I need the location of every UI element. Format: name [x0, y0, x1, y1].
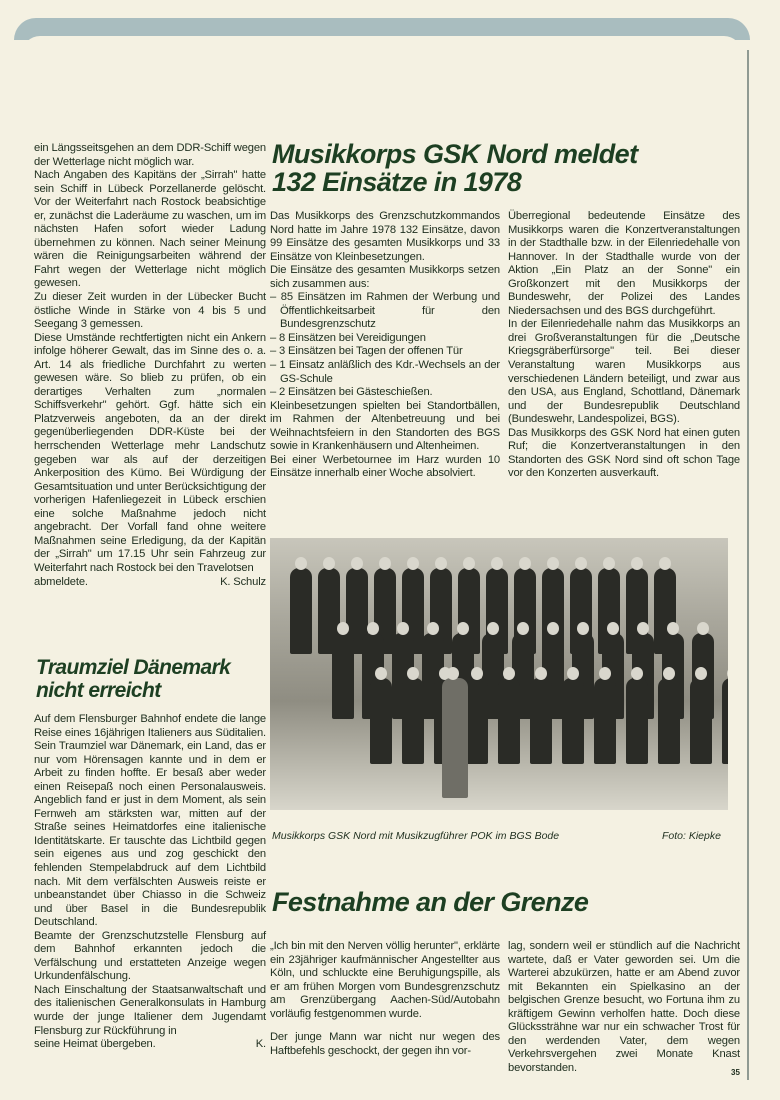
list-item: – 8 Einsätzen bei Vereidigungen [270, 331, 426, 344]
festnahme-column-1 [270, 940, 500, 1058]
photo-caption: Musikkorps GSK Nord mit Musikzugführer POK im BGS Bode [272, 830, 560, 842]
paragraph: Die Einsätze des gesamten Musikkorps setzen sich zusammen aus: [270, 264, 500, 290]
paragraph: Diese Umstände rechtfertigten nicht ein Ankern infolge höherer Gewalt, das im Sinne des o. a. Art. 14 als friedliche Durchfahrt zu werten gewesen wäre. So blieb zu prüfen, ob ein derartiges Verhalten zum „normalen Schiffsverkehr" gehört. Ggf. hätte sich ein Platzverweis angeboten, da an der direkt gegenüberliegenden DDR-Küste bei der herrschenden Wetterlage mehr Landschutz gegeben war als auf der derzeitigen Ankerposition des Kümo. Bei Würdigung der Gesamtsituation und unter Berücksichtigung der vorherigen Hafenliegezeit in Lübeck erschien eine solche Maßnahme jedoch nicht angebracht. Der Vorfall fand ohne weitere Maßnahmen seine Erledigung, da der Kapitän der „Sirrah" um 17.15 Uhr sein Fahrzeug zur Weiterfahrt nach Rostock bei den Travelotsen [34, 331, 266, 574]
traumziel-article [34, 713, 266, 1052]
festnahme-column-2 [508, 940, 740, 1075]
paragraph: Auf dem Flensburger Bahnhof endete die lange Reise eines 16jährigen Italieners aus Süditalien. Sein Traumziel war Dänemark, ein Land, das er nur vom Hörensagen kannte und in dem er Arbeit zu finden hoffte. Er besaß aber weder einen Reisepaß noch einen Personalausweis. Angeblich fand er just in dem Moment, als sein Fernweh am stärksten war, mitten auf der Straße seines Heimatdorfes eine italienische Identitätskarte. Er tauschte das Lichtbild gegen sein eigenes aus und zog geschickt den fehlenden Stempelabdruck auf dem Lichtbild nach. Mit dem verfälschten Ausweis reiste er unbeanstandet über Chiasso in die Schweiz und über Basel in die Bundesrepublik Deutschland. [34, 713, 266, 929]
band-member-figure [690, 678, 712, 764]
engagement-list [270, 291, 500, 399]
musikkorps-headline-line1: Musikkorps GSK Nord meldet [272, 139, 638, 169]
paragraph: Der junge Mann war nicht nur wegen des Haftbefehls geschockt, der gegen ihn vor- [270, 1031, 500, 1057]
traumziel-headline: Traumziel Dänemark nicht erreicht [36, 656, 231, 702]
list-item: – 3 Einsätzen bei Tagen der offenen Tür [270, 345, 463, 358]
list-item: – 85 Einsätzen im Rahmen der Werbung und Öffentlichkeitsarbeit für den Bundesgrenzschutz [270, 291, 500, 331]
conductor-figure [442, 678, 468, 798]
musikkorps-column-2 [508, 210, 740, 481]
list-item: – 2 Einsätzen bei Gästeschießen. [270, 386, 433, 399]
band-member-figure [626, 678, 648, 764]
page-number: 35 [731, 1068, 740, 1077]
band-member-figure [402, 678, 424, 764]
paragraph: ein Längsseitsgehen an dem DDR-Schiff wegen der Wetterlage nicht möglich war. [34, 142, 266, 168]
band-member-figure [658, 678, 680, 764]
header-band-inner [22, 36, 742, 66]
paragraph-end: seine Heimat übergeben. [34, 1038, 156, 1051]
paragraph: Nach Angaben des Kapitäns der „Sirrah" hatte sein Schiff in Lübeck Porzellanerde gelöscht. Vor der Weiterfahrt nach Rostock beabsichtige er, zunächst die Laderäume zu waschen, um im nächsten Hafen sofort wieder Ladung übernehmen zu können. Nach seiner Meinung wären die Reinigungsarbeiten während der Fahrt wegen der Wetterlage nicht möglich gewesen. [34, 169, 266, 290]
paragraph: „Ich bin mit den Nerven völlig herunter", erklärte ein 23jähriger kaufmännischer Angestellter aus Köln, und schluckte eine Beruhigungspille, als er am frühen Morgen vom Bundesgrenzschutz am Grenzübergang Aachen-Süd/Autobahn vorläufig festgenommen wurde. [270, 940, 500, 1020]
paragraph: Das Musikkorps des Grenzschutzkommandos Nord hatte im Jahre 1978 132 Einsätze, davon 99 Einsätze des gesamten Musikkorps und 33 Einsätze von Kleinbesetzungen. [270, 210, 500, 263]
band-member-figure [290, 568, 312, 654]
band-member-figure [722, 678, 728, 764]
musikkorps-headline-line2: 132 Einsätze in 1978 [272, 167, 522, 197]
band-member-figure [498, 678, 520, 764]
list-item: – 1 Einsatz anläßlich des Kdr.-Wechsels an der GS-Schule [270, 359, 500, 385]
column-rule [747, 50, 749, 1080]
paragraph: Beamte der Grenzschutzstelle Flensburg auf dem Bahnhof erkannten jedoch die Verfälschung und erstatteten Anzeige wegen Urkundenfälschung. [34, 929, 266, 983]
band-member-figure [530, 678, 552, 764]
band-member-figure [370, 678, 392, 764]
band-member-figure [466, 678, 488, 764]
paragraph: Bei einer Werbetournee im Harz wurden 10 Einsätze innerhalb einer Woche absolviert. [270, 453, 500, 480]
paragraph: Kleinbesetzungen spielten bei Standortbällen, im Rahmen der Altenbetreuung und bei Weihnachtsfeiern in den Standorten des BGS sowie in Krankenhäusern und Altenheimen. [270, 399, 500, 453]
photo-credit: Foto: Kiepke [662, 830, 721, 842]
paragraph: lag, sondern weil er stündlich auf die Nachricht wartete, daß er Vater geworden sei. Um die Warterei abzukürzen, hatte er am Abend zuvor mit Bekannten ein Spielkasino an der belgischen Grenze besucht, wo Fortuna ihm zu kräftigem Gewinn verholfen hatte. Doch diese Glückssträhne war nur ein schwacher Trost für den werdenden Vater, dem wegen Verkehrsvergehen zwei Monate Knast bevorstanden. [508, 940, 740, 1074]
festnahme-headline: Festnahme an der Grenze [272, 887, 589, 917]
band-photo [270, 538, 728, 810]
band-member-figure [594, 678, 616, 764]
paragraph: Nach Einschaltung der Staatsanwaltschaft und des italienischen Generalkonsulats in Hamburg wurde der junge Italiener dem Jugendamt Flensburg zur Rückführung in [34, 983, 266, 1037]
paragraph: Das Musikkorps des GSK Nord hat einen guten Ruf; die Konzertveranstaltungen in den Standorten des GSK Nord sind oft schon Tage vor den Konzerten ausverkauft. [508, 426, 740, 480]
left-article-continued [34, 142, 266, 589]
band-member-figure [332, 633, 354, 719]
paragraph: Überregional bedeutende Einsätze des Musikkorps waren die Konzertveranstaltungen in der Stadthalle bzw. in der Eilenriedehalle von Hannover. In der Stadthalle wurde von der Aktion „Ein Platz an der Sonne" ein Großkonzert mit den Musikkorps der Bundeswehr, der Polizei des Landes Niedersachsen und des BGS durchgeführt. [508, 210, 740, 317]
paragraph: In der Eilenriedehalle nahm das Musikkorps an drei Großveranstaltungen für die „Deutsche Kriegsgräberfürsorge" teil. Bei dieser Veranstaltung waren Musikkorps aus verschiedenen Ländern beteiligt, und zwar aus den USA, aus England, Schottland, Dänemark und der Bundesrepublik Deutschland (Bundeswehr, Landespolizei, BGS). [508, 318, 740, 426]
band-member-figure [562, 678, 584, 764]
musikkorps-column-1 [270, 210, 500, 481]
paragraph-end: abmeldete. [34, 575, 88, 588]
paragraph: Zu dieser Zeit wurden in der Lübecker Bucht östliche Winde in Stärke von 4 bis 5 und Seegang 3 gemessen. [34, 291, 266, 331]
author: K. [255, 1038, 266, 1051]
author: K. Schulz [220, 575, 266, 588]
